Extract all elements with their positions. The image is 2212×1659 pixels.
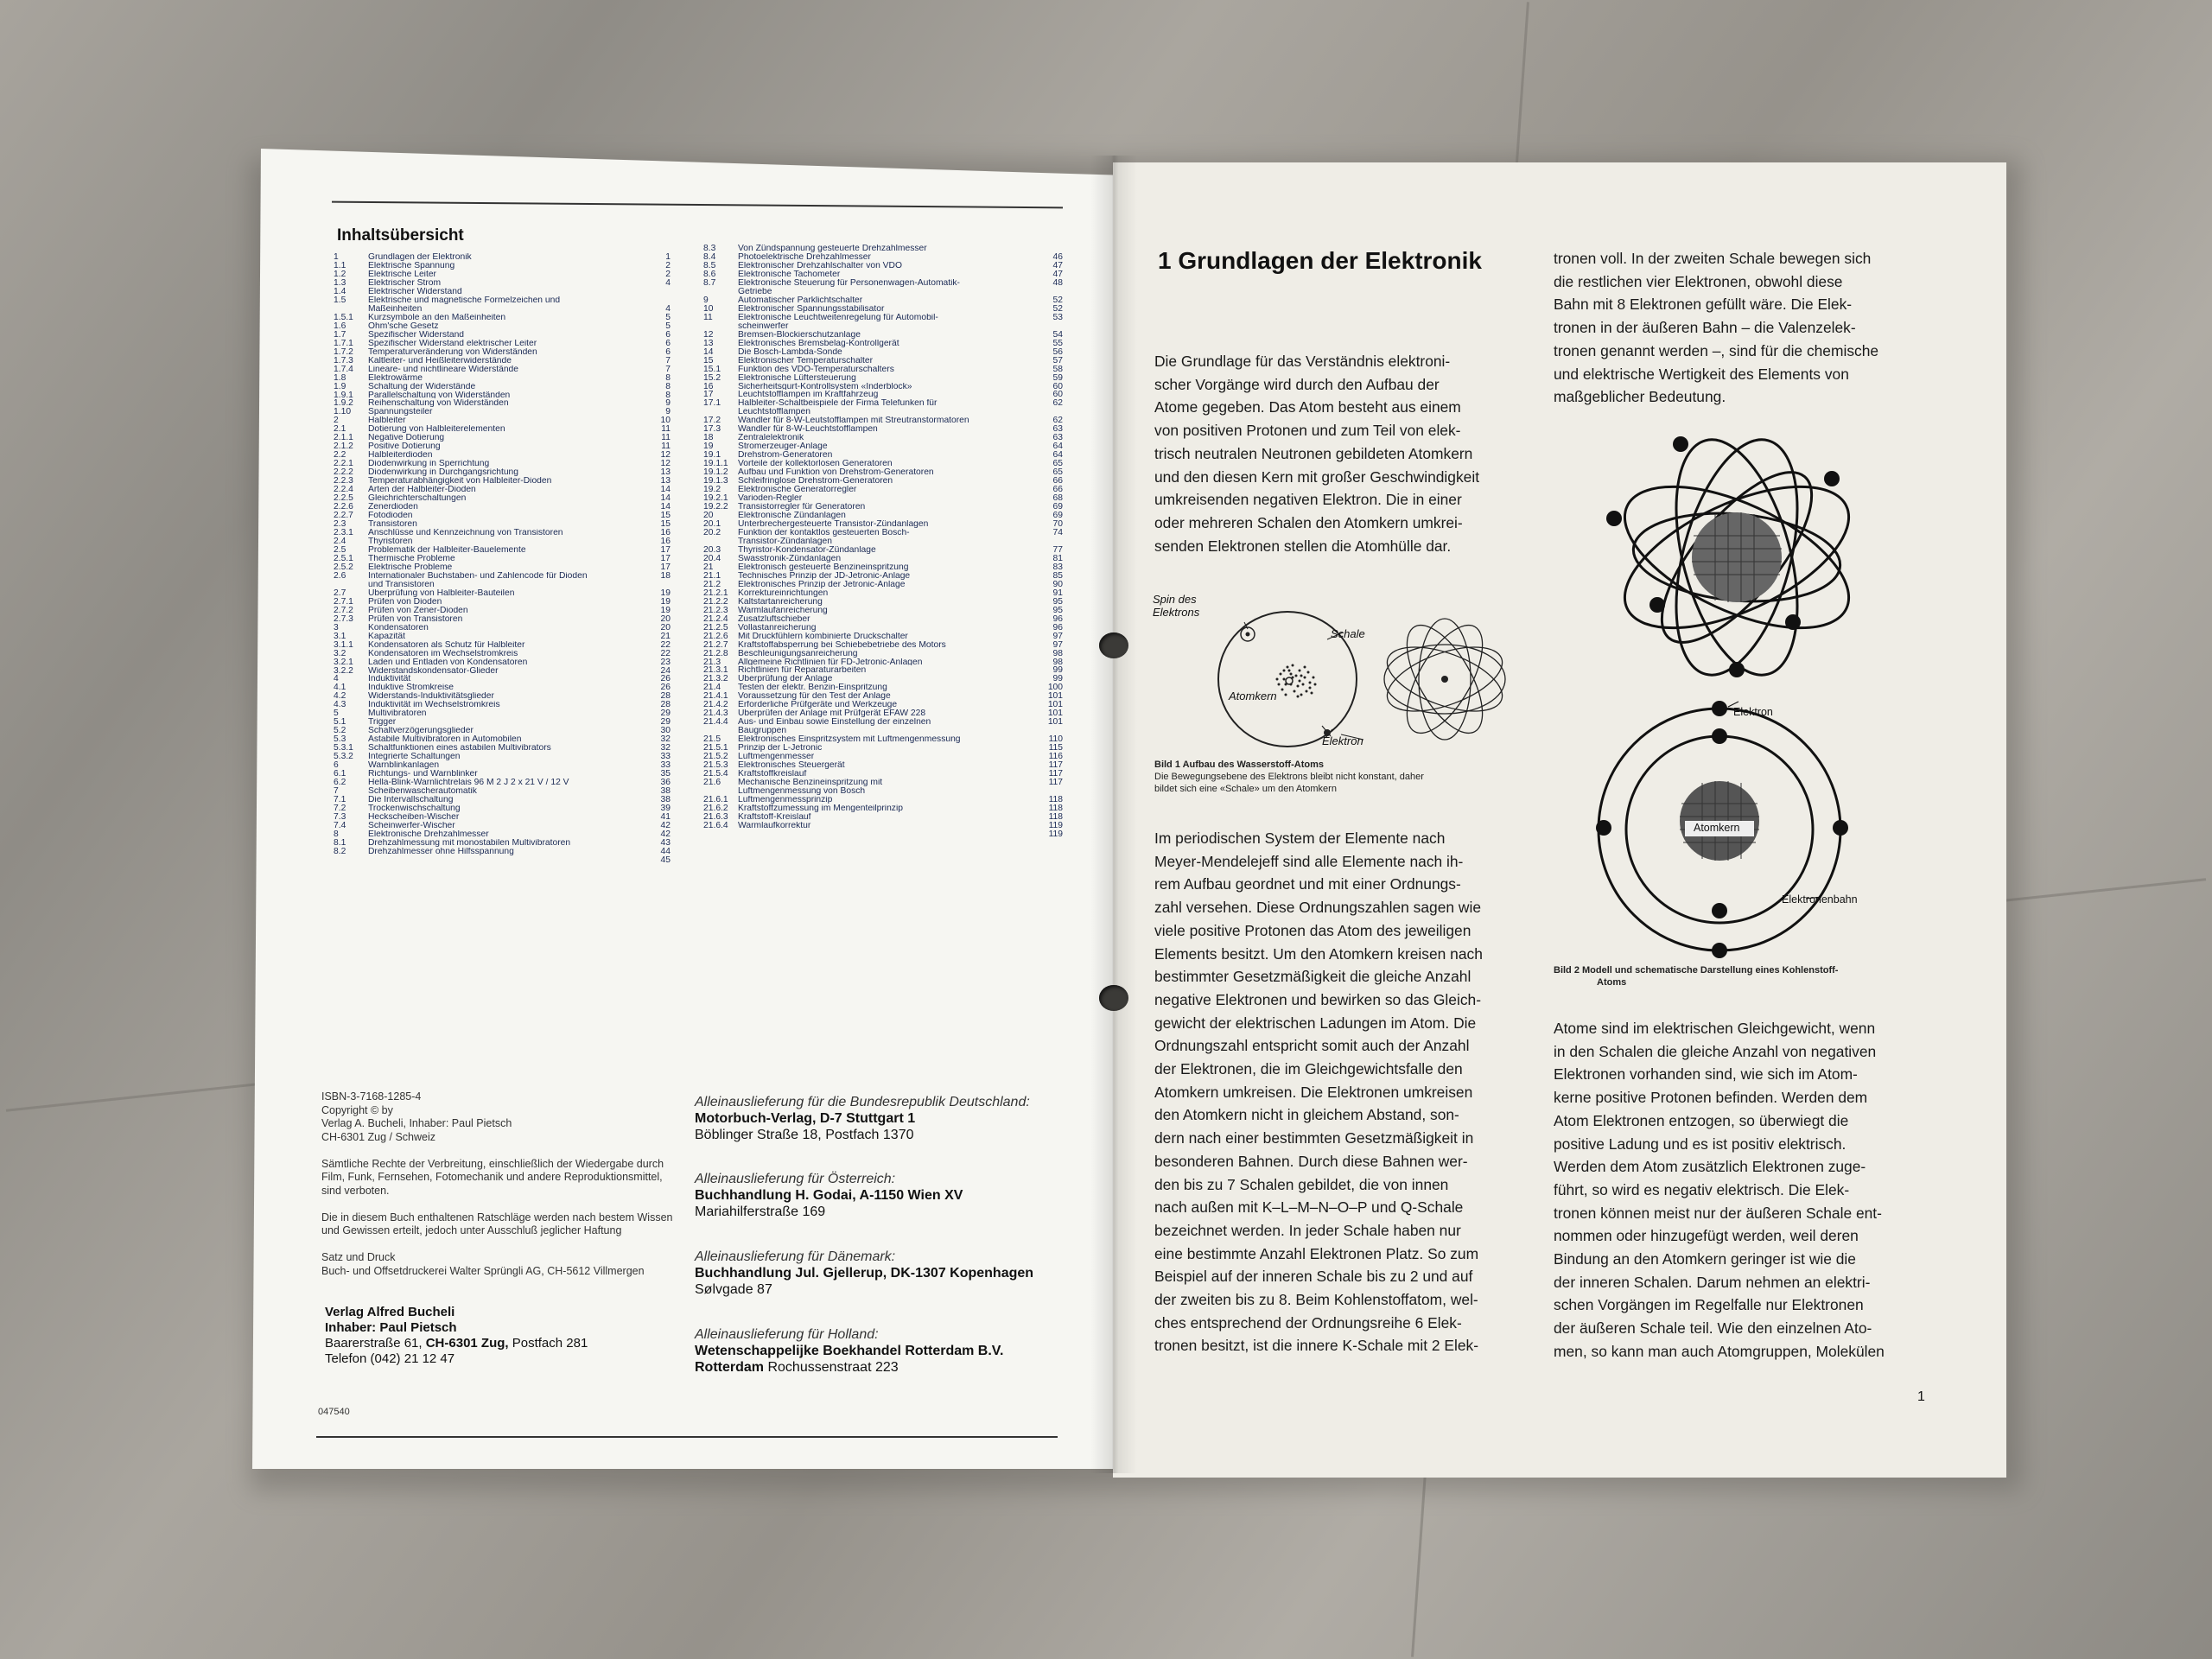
toc-entry: 21.2.2 Kaltstartanreicherung 95 xyxy=(703,596,1063,607)
text-line: und Gewissen erteilt, jedoch unter Ausschluß jeglicher Haftung xyxy=(321,1224,622,1236)
publisher-address xyxy=(325,1305,588,1367)
text-line: Ordnungszahl entspricht somit auch der Anzahl xyxy=(1154,1037,1470,1055)
text-line: trisch neutralen Neutronen gebildeten Atomkern xyxy=(1154,444,1473,462)
toc-entry: 7.4 Scheinwerfer-Wischer 42 xyxy=(334,820,671,830)
text-line: kerne positive Protonen befinden. Werden dem xyxy=(1554,1089,1868,1107)
toc-entry: 15 Elektronischer Temperaturschalter 57 xyxy=(703,355,1063,365)
toc-entry: 2.5 Problematik der Halbleiter-Bauelemente 17 xyxy=(334,544,671,555)
toc-entry: 1.7 Spezifischer Widerstand 6 xyxy=(334,329,671,340)
toc-entry: 1.9.2 Reihenschaltung von Widerständen 9 xyxy=(334,398,671,409)
text-line xyxy=(321,1238,672,1252)
toc-entry: 9 Automatischer Parklichtschalter 52 xyxy=(703,295,1063,305)
text-line: den Atomkern nicht in gleichem Abstand, son- xyxy=(1154,1106,1459,1124)
toc-entry: 19.1 Drehstrom-Generatoren 64 xyxy=(703,450,1063,461)
toc-entry: 21.4 Testen der elektr. Benzin-Einspritzung 100 xyxy=(703,683,1063,693)
toc-entry: 4 Induktivität 26 xyxy=(334,674,671,684)
text-line: tronen in der äußeren Bahn – die Valenzelek- xyxy=(1554,319,1856,337)
text-line: Atom Elektronen entzogen, so überwiegt die xyxy=(1554,1111,1849,1129)
toc-entry: 8.6 Elektronische Tachometer 47 xyxy=(703,269,1063,279)
text-line: Satz und Druck xyxy=(321,1251,396,1263)
text-line xyxy=(321,1144,672,1158)
toc-entry: 7 Scheibenwascherautomatik 38 xyxy=(334,786,671,797)
toc-entry: 2.7.3 Prüfen von Transistoren 20 xyxy=(334,613,671,624)
toc-entry: 3 Kondensatoren 20 xyxy=(334,622,671,632)
print-code: 047540 xyxy=(318,1407,350,1417)
toc-entry: 19.1.2 Aufbau und Funktion von Drehstrom-Generatoren 65 xyxy=(703,467,1063,478)
toc-entry: 19.1.3 Schleifringlose Drehstrom-Generatoren 66 xyxy=(703,476,1063,486)
toc-column-1 xyxy=(334,253,671,865)
distribution-holland: Alleinauslieferung für Holland: Wetenschappelijke Boekhandel Rotterdam B.V. Rotterdam Rochussenstraat 223 xyxy=(695,1327,1004,1375)
toc-entry: 21.2 Elektronisches Prinzip der Jetronic-Anlage 90 xyxy=(703,579,1063,589)
toc-entry: 4.1 Induktive Stromkreise 26 xyxy=(334,683,671,693)
toc-entry: 5.3 Astabile Multivibratoren in Automobilen 32 xyxy=(334,734,671,745)
toc-entry: 20.1 Unterbrechergesteuerte Transistor-Zündanlagen 70 xyxy=(703,519,1063,529)
toc-entry: 7.1 Die Intervallschaltung 38 xyxy=(334,795,671,805)
text-line: tronen genannt werden –, sind für die chemische xyxy=(1554,341,1879,359)
text-line: tronen besitzt, ist die innere K-Schale mit 2 Elek- xyxy=(1154,1337,1479,1355)
toc-entry: 20.4 Swasstronik-Zündanlagen 81 xyxy=(703,553,1063,563)
toc-entry: 21.6.1 Luftmengenmessprinzip 118 xyxy=(703,795,1063,804)
toc-entry: 1.4 Elektrischer Widerstand xyxy=(334,286,462,296)
toc-entry: 6.1 Richtungs- und Warnblinker 35 xyxy=(334,769,671,779)
text-line: Werden dem Atom zusätzlich Elektronen zuge- xyxy=(1554,1158,1866,1176)
column-2-top-text xyxy=(1554,247,1920,409)
toc-entry: 21.1 Technisches Prinzip der JD-Jetronic-Anlage 85 xyxy=(703,570,1063,581)
text-line: rem Aufbau geordnet und mit einer Ordnungs- xyxy=(1154,875,1461,893)
text-line: CH-6301 Zug / Schweiz xyxy=(321,1130,436,1143)
text-line: den bis zu 7 Schalen gebildet, die von innen xyxy=(1154,1175,1449,1193)
toc-entry: 11 Elektronische Leuchtweitenregelung für Automobil- 53 xyxy=(703,312,1063,322)
toc-entry: 19 Stromerzeuger-Anlage 64 xyxy=(703,442,1063,452)
label-elektron-2: Elektron xyxy=(1733,706,1773,718)
toc-entry: 2.4 Thyristoren 16 xyxy=(334,536,671,546)
text-line: Elements besitzt. Um den Atomkern kreisen nach xyxy=(1154,944,1483,963)
toc-entry: 1.7.1 Spezifischer Widerstand elektrischer Leiter 6 xyxy=(334,338,671,348)
toc-entry: 19.1.1 Vorteile der kollektorlosen Generatoren 65 xyxy=(703,459,1063,469)
label-spin-2: Elektrons xyxy=(1153,606,1200,619)
toc-entry: Luftmengenmessung von Bosch xyxy=(738,787,866,796)
toc-entry: 1.9.1 Parallelschaltung von Widerständen 8 xyxy=(334,390,671,400)
text-line: und elektrische Wertigkeit des Elements von xyxy=(1554,365,1849,383)
toc-entry: 7.2 Trockenwischschaltung 39 xyxy=(334,804,671,813)
toc-entry: 21.4.3 Überprüfen der Anlage mit Prüfgerät EFAW 228 101 xyxy=(703,709,1063,719)
toc-entry: 8.2 Drehzahlmesser ohne Hilfsspannung 44 xyxy=(334,846,671,856)
toc-entry: 21.2.3 Warmlaufanreicherung 95 xyxy=(703,605,1063,615)
text-line: und den diesen Kern mit großer Geschwindigkeit xyxy=(1154,467,1480,486)
text-line: in den Schalen die gleiche Anzahl von negativen xyxy=(1554,1042,1877,1060)
toc-entry: 8 Elektronische Drehzahlmesser 42 xyxy=(334,829,671,839)
toc-entry: 21.2.1 Korrektureinrichtungen 91 xyxy=(703,588,1063,598)
text-line: Atome gegeben. Das Atom besteht aus einem xyxy=(1154,398,1461,416)
toc-entry: 4.3 Induktivität im Wechselstromkreis 28 xyxy=(334,700,671,710)
toc-entry: 2.3.1 Anschlüsse und Kennzeichnung von Transistoren 16 xyxy=(334,528,671,537)
toc-entry: 2.6 Internationaler Buchstaben- und Zahlencode für Dioden 18 xyxy=(334,570,671,581)
figure-1-caption: Bild 1 Aufbau des Wasserstoff-Atoms Die Bewegungsebene des Elektrons bleibt nicht konstant, daher bildet sich eine «Schale» um den Atomkern xyxy=(1154,760,1424,794)
text-line: nommen oder hinzugefügt werden, weil deren xyxy=(1554,1227,1859,1245)
column-2-bottom-text xyxy=(1554,1017,1920,1363)
figure-2-carbon-atom-model xyxy=(1599,423,1875,691)
toc-entry: 1.5 Elektrische und magnetische Formelzeichen und xyxy=(334,295,561,305)
text-line: scher Vorgänge wird durch den Aufbau der xyxy=(1154,375,1440,393)
toc-entry: 8.5 Elektronischer Drehzahlschalter von VDO 47 xyxy=(703,260,1063,270)
text-line: Copyright © by xyxy=(321,1103,393,1116)
label-spin: Spin des xyxy=(1153,593,1197,606)
text-line: ches entsprechend der Ordnungsreihe 6 Elek- xyxy=(1154,1313,1462,1332)
toc-entry: 2.7.1 Prüfen von Dioden 19 xyxy=(334,596,671,607)
text-line: gewicht der elektrischen Ladungen im Atom. Die xyxy=(1154,1014,1477,1032)
text-line: Bahn mit 8 Elektronen gefüllt wäre. Die Elek- xyxy=(1554,296,1853,314)
text-line: Beispiel auf der inneren Schale bis zu 2 und auf xyxy=(1154,1268,1473,1286)
publisher-name: Verlag Alfred Bucheli xyxy=(325,1305,455,1319)
toc-entry: 2.1 Dotierung von Halbleiterelementen 11 xyxy=(334,424,671,435)
imprint xyxy=(321,1090,672,1278)
toc-entry: 21.2.7 Kraftstoffabsperrung bei Schiebebetriebe des Motors 97 xyxy=(703,639,1063,650)
toc-entry: 2.2.3 Temperaturabhängigkeit von Halbleiter-Dioden 13 xyxy=(334,476,671,486)
text-line: Sämtliche Rechte der Verbreitung, einschließlich der Wiedergabe durch xyxy=(321,1157,664,1170)
distribution-denmark: Alleinauslieferung für Dänemark: Buchhandlung Jul. Gjellerup, DK-1307 Kopenhagen Sølvgade 87 xyxy=(695,1249,1034,1297)
toc-entry: 2.7 Überprüfung von Halbleiter-Bauteilen 19 xyxy=(334,588,671,598)
toc-entry: 19.2.2 Transistorregler für Generatoren 69 xyxy=(703,502,1063,512)
text-line: besonderen Bahnen. Durch diese Bahnen wer- xyxy=(1154,1152,1468,1170)
staple-bottom xyxy=(1099,985,1128,1011)
text-line: der Elektronen, die im Gleichgewichtsfalle den xyxy=(1154,1060,1463,1078)
toc-entry: 8.7 Elektronische Steuerung für Personenwagen-Automatik- 48 xyxy=(703,277,1063,288)
page-number: 1 xyxy=(1917,1389,1925,1404)
text-line: zahl versehen. Diese Ordnungszahlen sagen wie xyxy=(1154,899,1481,917)
toc-entry: 21.5.1 Prinzip der L-Jetronic 115 xyxy=(703,743,1063,753)
text-line: tronen können meist nur der äußeren Schale ent- xyxy=(1554,1204,1882,1222)
toc-entry: 1 Grundlagen der Elektronik 1 xyxy=(334,252,671,262)
text-line: men, so kann man auch Atomgruppen, Molekülen xyxy=(1554,1342,1885,1360)
toc-entry: 21.6.3 Kraftstoff-Kreislauf 118 xyxy=(703,811,1063,822)
label-elektronenbahn: Elektronenbahn xyxy=(1782,893,1858,906)
toc-entry: 21.5.3 Elektronisches Steuergerät 117 xyxy=(703,760,1063,771)
text-line: der inneren Schalen. Darum nehmen an elektri- xyxy=(1554,1273,1871,1291)
toc-entry: 2.2 Halbleiterdioden 12 xyxy=(334,450,671,461)
text-line: die restlichen vier Elektronen, obwohl diese xyxy=(1554,272,1843,290)
distribution-germany: Alleinauslieferung für die Bundesrepublik Deutschland: Motorbuch-Verlag, D-7 Stuttgart 1 Böblinger Straße 18, Postfach 1370 xyxy=(695,1095,1030,1142)
toc-entry: 1.10 Spannungsteiler 9 xyxy=(334,407,671,417)
toc-entry: 3.1.1 Kondensatoren als Schutz für Halbleiter 22 xyxy=(334,639,671,650)
toc-entry: 18 Zentralelektronik 63 xyxy=(703,433,1063,443)
toc-entry: 21.2.8 Beschleunigungsanreicherung 98 xyxy=(703,648,1063,658)
text-line: Atomkern umkreisen. Die Elektronen umkreisen xyxy=(1154,1083,1473,1101)
toc-entry: 1.8 Elektrowärme 8 xyxy=(334,372,671,383)
book-fold xyxy=(1090,156,1137,1473)
toc-entry: 2.2.7 Fotodioden 15 xyxy=(334,511,671,521)
toc-entry: und Transistoren xyxy=(368,580,435,589)
toc-entry: 21.6.4 Warmlaufkorrektur 119 xyxy=(703,820,1063,830)
toc-entry: 17 Leuchtstofflampen im Kraftfahrzeug 60 xyxy=(703,390,1063,400)
bottom-rule xyxy=(316,1436,1058,1438)
text-line: tronen voll. In der zweiten Schale bewegen sich xyxy=(1554,250,1872,267)
toc-entry: 1.1 Elektrische Spannung 2 xyxy=(334,260,671,270)
toc-entry: 2.3 Transistoren 15 xyxy=(334,519,671,530)
toc-entry: 21.3 Allgemeine Richtlinien für FD-Jetronic-Anlagen 98 xyxy=(703,657,1063,667)
text-line: Die Grundlage für das Verständnis elektroni- xyxy=(1154,353,1451,370)
toc-entry: 21.5.2 Luftmengenmesser 116 xyxy=(703,752,1063,762)
text-line: Buch- und Offsetdruckerei Walter Sprüngli AG, CH-5612 Villmergen xyxy=(321,1264,645,1277)
text-line: Verlag A. Bucheli, Inhaber: Paul Pietsch xyxy=(321,1117,512,1129)
toc-entry: 8.3 Von Zündspannung gesteuerte Drehzahlmesser xyxy=(703,244,927,253)
distribution-austria: Alleinauslieferung für Österreich: Buchhandlung H. Godai, A-1150 Wien XV Mariahilferstraße 169 xyxy=(695,1172,963,1219)
toc-entry: 45 xyxy=(660,855,671,865)
toc-entry: 21.2.6 Mit Druckfühlern kombinierte Druckschalter 97 xyxy=(703,631,1063,641)
publisher-street: Baarerstraße 61, CH-6301 Zug, Postfach 281 xyxy=(325,1336,588,1351)
label-atomkern-1: Atomkern xyxy=(1229,690,1277,702)
text-line: senden Elektronen stellen die Atomhülle dar. xyxy=(1154,537,1452,555)
toc-entry: 19.2.1 Varioden-Regler 68 xyxy=(703,493,1063,504)
toc-entry: 10 Elektronischer Spannungsstabilisator 52 xyxy=(703,303,1063,314)
text-line: ISBN-3-7168-1285-4 xyxy=(321,1090,422,1103)
toc-entry: 16 Sicherheitsgurt-Kontrollsystem «Inderblock» 60 xyxy=(703,381,1063,391)
toc-entry: 1.5.1 Kurzsymbole an den Maßeinheiten 5 xyxy=(334,312,671,322)
toc-entry: 20.3 Thyristor-Kondensator-Zündanlage 77 xyxy=(703,544,1063,555)
toc-entry: 17.2 Wandler für 8-W-Leutstofflampen mit Streutranstormatoren 62 xyxy=(703,416,1063,426)
toc-entry: 119 xyxy=(1048,829,1063,839)
toc-entry: 21.4.2 Erforderliche Prüfgeräte und Werkzeuge 101 xyxy=(703,700,1063,710)
text-line: negative Elektronen und bewirken so das Gleich- xyxy=(1154,990,1481,1008)
toc-entry: 20.2 Funktion der kontaktlos gesteuerten Bosch- 74 xyxy=(703,527,1063,537)
toc-entry: 21.5.4 Kraftstoffkreislauf 117 xyxy=(703,769,1063,779)
toc-entry: 13 Elektronisches Bremsbelag-Kontrollgerät 55 xyxy=(703,338,1063,348)
toc-entry: Leuchtstofflampen xyxy=(738,408,810,417)
toc-entry: 15.1 Funktion des VDO-Temperaturschalters 58 xyxy=(703,364,1063,374)
text-line: maßgeblicher Bedeutung. xyxy=(1554,388,1726,406)
label-elektron-1: Elektron xyxy=(1322,734,1363,747)
text-line: von positiven Protonen und zum Teil von elek- xyxy=(1154,422,1461,440)
text-line: viele positive Protonen das Atom des jeweiligen xyxy=(1154,921,1471,939)
toc-entry: 2.2.6 Zenerdioden 14 xyxy=(334,502,671,512)
text-line: dern nach einer bestimmten Gesetzmäßigkeit in xyxy=(1154,1129,1474,1147)
toc-entry: 21.2.5 Vollastanreicherung 96 xyxy=(703,622,1063,632)
toc-entry: 21.6 Mechanische Benzineinspritzung mit 117 xyxy=(703,778,1063,788)
toc-entry: 6 Warnblinkanlagen 33 xyxy=(334,760,671,771)
text-line xyxy=(321,1198,672,1211)
toc-entry: 7.3 Heckscheiben-Wischer 41 xyxy=(334,811,671,822)
toc-entry: 5.2 Schaltverzögerungsglieder 30 xyxy=(334,726,671,736)
toc-entry: 6.2 Hella-Blink-Warnlichtrelais 96 M 2 J 2 x 21 V / 12 V 36 xyxy=(334,778,671,788)
toc-entry: 21.3.1 Richtlinien für Reparaturarbeiten 99 xyxy=(703,665,1063,676)
toc-entry: 2.7.2 Prüfen von Zener-Dioden 19 xyxy=(334,605,671,615)
toc-title: Inhaltsübersicht xyxy=(337,226,464,245)
toc-entry: 21.5 Elektronisches Einspritzsystem mit Luftmengenmessung 110 xyxy=(703,734,1063,745)
toc-entry: 1.3 Elektrischer Strom 4 xyxy=(334,277,671,288)
toc-entry: Getriebe xyxy=(738,287,772,296)
toc-entry: 2.5.2 Elektrische Probleme 17 xyxy=(334,562,671,572)
text-line: Bindung an den Atomkern geringer ist wie die xyxy=(1554,1250,1856,1268)
toc-entry: Maßeinheiten 4 xyxy=(368,303,671,314)
toc-entry: 3.2 Kondensatoren im Wechselstromkreis 22 xyxy=(334,648,671,658)
toc-entry: 2.5.1 Thermische Probleme 17 xyxy=(334,553,671,563)
text-line: bezeichnet werden. In jeder Schale haben nur xyxy=(1154,1221,1461,1239)
text-line: oder mehreren Schalen den Atomkern umkrei- xyxy=(1154,513,1463,531)
toc-entry: 1.9 Schaltung der Widerstände 8 xyxy=(334,381,671,391)
toc-entry: 15.2 Elektronische Lüftersteuerung 59 xyxy=(703,372,1063,383)
toc-entry: 1.2 Elektrische Leiter 2 xyxy=(334,269,671,279)
text-line: umkreisenden negativen Elektron. Die in einer xyxy=(1154,491,1462,509)
text-line: nach außen mit K–L–M–N–O–P und Q-Schale xyxy=(1154,1198,1464,1217)
toc-entry: 8.1 Drehzahlmessung mit monostabilen Multivibratoren 43 xyxy=(334,837,671,848)
toc-entry: 1.7.4 Lineare- und nichtlineare Widerstände 7 xyxy=(334,364,671,374)
toc-entry: 20 Elektronische Zündanlagen 69 xyxy=(703,511,1063,521)
staple-top xyxy=(1099,632,1128,658)
toc-entry: 3.2.2 Widerstandskondensator-Glieder 24 xyxy=(334,665,671,676)
toc-entry: 21.4.4 Aus- und Einbau sowie Einstellung der einzelnen 101 xyxy=(703,717,1063,728)
chapter-title: 1 Grundlagen der Elektronik xyxy=(1158,247,1482,274)
figure-2-caption: Bild 2 Modell und schematische Darstellung eines Kohlenstoff- Atoms xyxy=(1554,965,1839,988)
text-line: bestimmter Gesetzmäßigkeit die gleiche Anzahl xyxy=(1154,968,1471,986)
toc-entry: 21.3.2 Überprüfung der Anlage 99 xyxy=(703,674,1063,684)
column-1-top-text xyxy=(1154,350,1517,557)
toc-entry: 3.1 Kapazität 21 xyxy=(334,631,671,641)
toc-entry: 21 Elektronisch gesteuerte Benzineinspritzung 83 xyxy=(703,562,1063,572)
text-line: schen Vorgängen im Regelfalle nur Elektronen xyxy=(1554,1296,1864,1314)
toc-entry: 5 Multivibratoren 29 xyxy=(334,709,671,719)
text-line: Atome sind im elektrischen Gleichgewicht, wenn xyxy=(1554,1020,1876,1037)
publisher-owner: Inhaber: Paul Pietsch xyxy=(325,1320,457,1335)
toc-entry: Transistor-Zündanlagen xyxy=(738,537,832,546)
toc-entry: 2.2.4 Arten der Halbleiter-Dioden 14 xyxy=(334,485,671,495)
text-line: der äußeren Schale teil. Wie den einzelnen Ato- xyxy=(1554,1319,1872,1338)
toc-entry: 2 Halbleiter 10 xyxy=(334,416,671,426)
toc-entry: 2.2.2 Diodenwirkung in Durchgangsrichtung 13 xyxy=(334,467,671,478)
publisher-phone: Telefon (042) 21 12 47 xyxy=(325,1351,455,1366)
toc-entry: 17.1 Halbleiter-Schaltbeispiele der Firma Telefunken für 62 xyxy=(703,398,1063,409)
toc-entry: 8.4 Photoelektrische Drehzahlmesser 46 xyxy=(703,251,1063,262)
toc-entry: Baugruppen xyxy=(738,727,787,736)
toc-entry: 2.1.1 Negative Dotierung 11 xyxy=(334,433,671,443)
toc-entry: 2.2.1 Diodenwirkung in Sperrichtung 12 xyxy=(334,459,671,469)
text-line: positive Ladung und es ist positiv elektrisch. xyxy=(1554,1135,1847,1153)
toc-entry: 19.2 Elektronische Generatorregler 66 xyxy=(703,485,1063,495)
text-line: der zweiten bis zu 8. Beim Kohlenstoffatom, wel- xyxy=(1154,1291,1478,1309)
text-line: eine bestimmte Anzahl Elektronen Platz. So zum xyxy=(1154,1244,1479,1262)
text-line: Meyer-Mendelejeff sind alle Elemente nach ih- xyxy=(1154,852,1464,870)
toc-entry: 3.2.1 Laden und Entladen von Kondensatoren 23 xyxy=(334,657,671,667)
toc-entry: 5.1 Trigger 29 xyxy=(334,717,671,728)
text-line: Die in diesem Buch enthaltenen Ratschläge werden nach bestem Wissen xyxy=(321,1211,673,1224)
toc-entry: 14 Die Bosch-Lambda-Sonde 56 xyxy=(703,346,1063,357)
toc-entry: 1.7.2 Temperaturveränderung von Widerständen 6 xyxy=(334,346,671,357)
toc-entry: 21.4.1 Voraussetzung für den Test der Anlage 101 xyxy=(703,691,1063,702)
toc-entry: 1.6 Ohm'sche Gesetz 5 xyxy=(334,321,671,331)
column-1-bottom-text xyxy=(1154,827,1517,1357)
text-line: führt, so wird es negativ elektrisch. Die Elek- xyxy=(1554,1180,1850,1198)
text-line: sind verboten. xyxy=(321,1184,390,1197)
toc-entry: 1.7.3 Kaltleiter- und Heißleiterwiderstände 7 xyxy=(334,355,671,365)
label-schale: Schale xyxy=(1331,627,1365,640)
toc-entry: 5.3.1 Schaltfunktionen eines astabilen Multivibrators 32 xyxy=(334,743,671,753)
toc-entry: 17.3 Wandler für 8-W-Leuchtstofflampen 63 xyxy=(703,424,1063,435)
toc-column-2 xyxy=(703,245,1063,839)
label-atomkern-2: Atomkern xyxy=(1694,822,1740,834)
text-line: Im periodischen System der Elemente nach xyxy=(1154,830,1446,847)
toc-entry: scheinwerfer xyxy=(738,321,789,331)
toc-entry: 4.2 Widerstands-Induktivitätsglieder 28 xyxy=(334,691,671,702)
text-line: Elektronen vorhanden sind, wie sich im Atom- xyxy=(1554,1065,1858,1084)
toc-entry: 2.1.2 Positive Dotierung 11 xyxy=(334,442,671,452)
toc-entry: 2.2.5 Gleichrichterschaltungen 14 xyxy=(334,493,671,504)
toc-entry: 5.3.2 Integrierte Schaltungen 33 xyxy=(334,752,671,762)
text-line: Film, Funk, Fernsehen, Fotomechanik und andere Reproduktionsmittel, xyxy=(321,1171,663,1183)
toc-entry: 12 Bremsen-Blockierschutzanlage 54 xyxy=(703,329,1063,340)
toc-entry: 21.6.2 Kraftstoffzumessung im Mengenteilprinzip 118 xyxy=(703,803,1063,813)
toc-entry: 21.2.4 Zusatzluftschieber 96 xyxy=(703,613,1063,624)
